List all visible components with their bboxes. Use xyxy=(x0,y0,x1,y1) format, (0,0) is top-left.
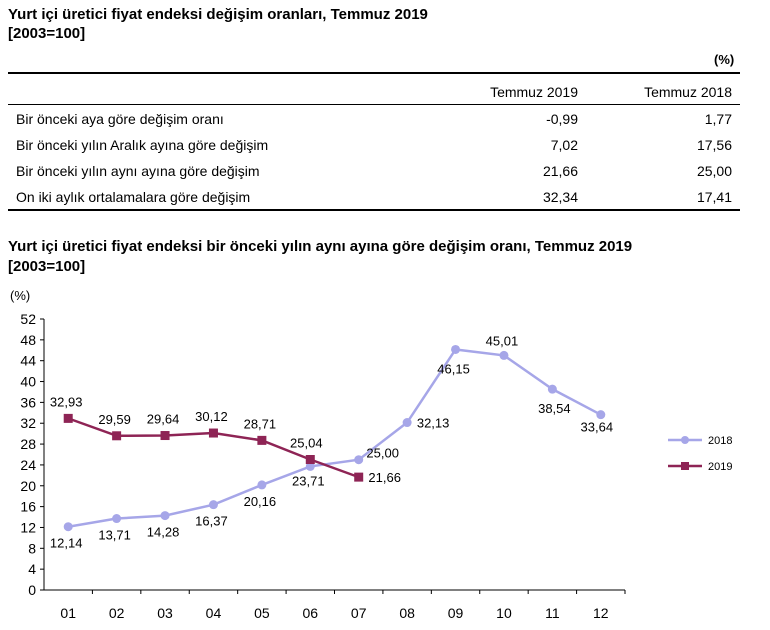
summary-table xyxy=(8,72,740,211)
legend-label-2018: 2018 xyxy=(708,435,733,447)
col-header-2018: Temmuz 2018 xyxy=(644,84,732,100)
data-point-2019 xyxy=(209,429,218,438)
cell-2018: 1,77 xyxy=(704,111,732,127)
data-point-2019 xyxy=(257,436,266,445)
y-axis-unit: (%) xyxy=(10,288,31,303)
row-label: On iki aylık ortalamalara göre değişim xyxy=(16,189,251,205)
x-tick-label: 04 xyxy=(205,605,222,621)
data-label-2019: 25,04 xyxy=(290,435,323,451)
cell-2018: 17,56 xyxy=(696,137,732,153)
y-tick-label: 0 xyxy=(28,582,36,598)
x-tick-label: 02 xyxy=(108,605,125,621)
col-header-2019: Temmuz 2019 xyxy=(490,84,578,100)
y-tick-label: 24 xyxy=(20,456,36,473)
data-point-2018 xyxy=(112,514,121,523)
row-label: Bir önceki yılın Aralık ayına göre değişim xyxy=(16,137,269,153)
data-point-2019 xyxy=(64,414,73,423)
data-label-2018: 38,54 xyxy=(538,401,571,417)
y-tick-label: 32 xyxy=(20,415,36,432)
table-row xyxy=(8,157,740,183)
row-label: Bir önceki yılın aynı ayına göre değişim xyxy=(16,163,260,179)
data-label-2018: 14,28 xyxy=(146,524,180,540)
cell-2019: 32,34 xyxy=(542,189,578,205)
line-chart xyxy=(0,280,770,630)
data-point-2018 xyxy=(548,385,557,394)
data-label-2018: 13,71 xyxy=(98,527,131,543)
y-tick-label: 16 xyxy=(20,498,36,515)
cell-2019: 7,02 xyxy=(550,137,578,153)
y-tick-label: 40 xyxy=(20,373,36,390)
y-tick-label: 12 xyxy=(20,519,36,536)
cell-2019: -0,99 xyxy=(546,111,578,127)
table-header-row xyxy=(8,74,740,105)
y-tick-label: 44 xyxy=(20,352,36,369)
data-label-2019: 32,93 xyxy=(49,394,83,410)
legend-marker-2019 xyxy=(681,462,689,470)
table-row xyxy=(8,183,740,209)
data-point-2018 xyxy=(64,522,73,531)
data-label-2018: 33,64 xyxy=(580,419,614,435)
data-label-2018: 20,16 xyxy=(243,493,277,509)
cell-2018: 17,41 xyxy=(696,189,732,205)
table-row xyxy=(8,105,740,131)
x-tick-label: 06 xyxy=(302,605,319,621)
data-point-2019 xyxy=(306,455,315,464)
data-label-2019: 28,71 xyxy=(243,416,277,432)
data-label-2018: 16,37 xyxy=(195,513,228,529)
x-tick-label: 07 xyxy=(350,605,367,621)
data-point-2018 xyxy=(161,511,170,520)
y-tick-label: 20 xyxy=(20,477,36,494)
x-tick-label: 09 xyxy=(447,605,464,621)
y-tick-label: 52 xyxy=(20,311,36,327)
x-tick-label: 03 xyxy=(157,605,173,621)
y-tick-label: 8 xyxy=(28,540,36,557)
data-label-2019: 21,66 xyxy=(368,470,401,486)
data-label-2018: 12,14 xyxy=(49,535,83,551)
data-label-2018: 45,01 xyxy=(485,333,519,349)
cell-2018: 25,00 xyxy=(696,163,732,179)
y-tick-label: 4 xyxy=(28,561,36,578)
data-label-2019: 30,12 xyxy=(195,409,228,425)
data-point-2018 xyxy=(354,455,363,464)
row-label: Bir önceki aya göre değişim oranı xyxy=(16,111,224,127)
legend-label-2019: 2019 xyxy=(708,461,733,473)
x-tick-label: 12 xyxy=(593,605,609,621)
data-label-2018: 32,13 xyxy=(416,415,450,431)
data-point-2018 xyxy=(403,418,412,427)
data-point-2019 xyxy=(161,431,170,440)
data-label-2018: 23,71 xyxy=(292,473,325,489)
table-row xyxy=(8,131,740,157)
y-tick-label: 36 xyxy=(20,394,36,411)
x-tick-label: 01 xyxy=(60,605,76,621)
x-tick-label: 11 xyxy=(545,605,560,621)
data-label-2018: 25,00 xyxy=(366,445,399,461)
data-point-2018 xyxy=(596,410,605,419)
data-point-2018 xyxy=(209,500,218,509)
data-label-2019: 29,59 xyxy=(98,411,131,427)
cell-2019: 21,66 xyxy=(542,163,578,179)
chart-title: Yurt içi üretici fiyat endeksi bir önceki yılın aynı ayına göre değişim oranı, Temmuz 2019 xyxy=(8,238,633,255)
x-tick-label: 08 xyxy=(399,605,415,621)
x-tick-label: 05 xyxy=(254,605,270,621)
legend-marker-2018 xyxy=(681,436,689,444)
table-subtitle: [2003=100] xyxy=(8,25,86,42)
chart-subtitle: [2003=100] xyxy=(8,258,86,275)
data-point-2019 xyxy=(112,431,121,440)
data-label-2018: 46,15 xyxy=(437,361,470,377)
y-tick-label: 28 xyxy=(20,436,36,453)
y-tick-label: 48 xyxy=(20,331,36,348)
data-point-2018 xyxy=(451,345,460,354)
table-unit: (%) xyxy=(714,52,735,67)
data-point-2018 xyxy=(257,480,266,489)
table-title: Yurt içi üretici fiyat endeksi değişim oranları, Temmuz 2019 xyxy=(8,6,428,23)
data-point-2019 xyxy=(354,473,363,482)
series-line-2018 xyxy=(68,349,601,526)
data-label-2019: 29,64 xyxy=(146,411,180,427)
x-tick-label: 10 xyxy=(496,605,512,621)
data-point-2018 xyxy=(499,351,508,360)
